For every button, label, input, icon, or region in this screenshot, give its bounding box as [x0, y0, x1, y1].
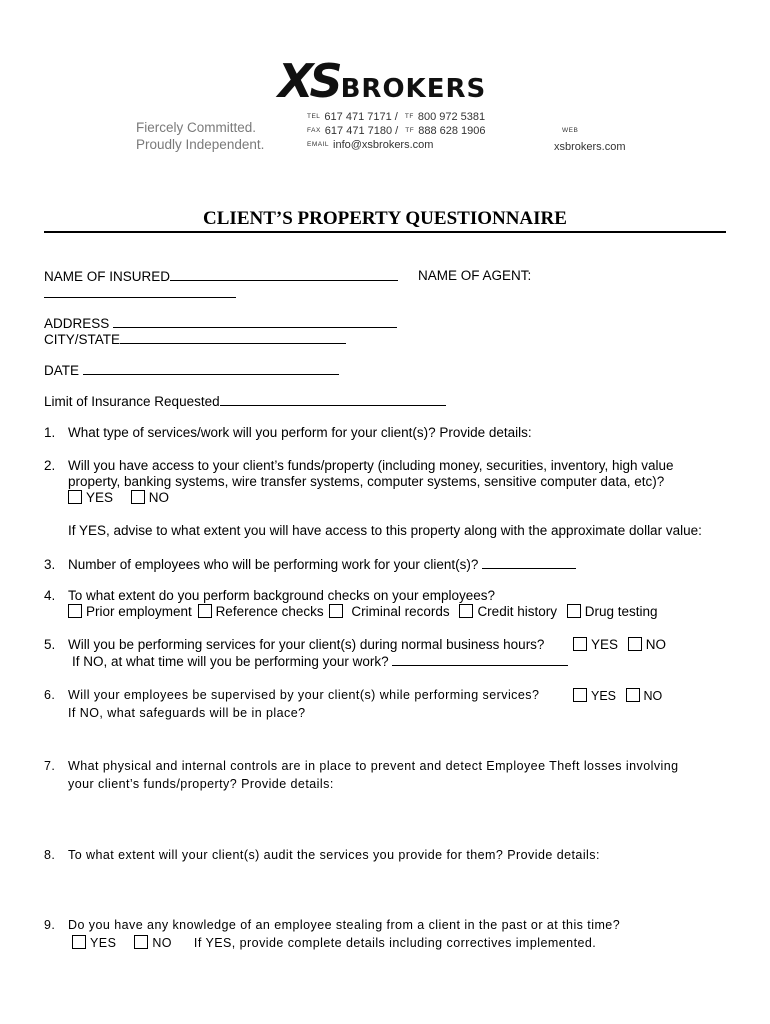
question-2-followup: If YES, advise to what extent you will have access to this property along with the approximate dollar value: — [68, 523, 702, 538]
tagline-line-2: Proudly Independent. — [136, 137, 265, 152]
question-5 — [44, 637, 544, 652]
question-6-followup: If NO, what safeguards will be in place? — [68, 706, 306, 720]
tf2-number: 888 628 1906 — [418, 125, 486, 138]
address-row — [44, 315, 397, 331]
q4-prior-employment-label: Prior employment — [86, 604, 192, 619]
limit-label: Limit of Insurance Requested — [44, 394, 220, 409]
q6-yes-checkbox[interactable] — [573, 688, 587, 702]
contact-tel-row — [307, 110, 486, 124]
question-2-text-line-1: Will you have access to your client’s funds/property (including money, securities, inventory, high value — [68, 458, 674, 473]
question-9-number: 9. — [44, 918, 56, 932]
page-title: CLIENT’S PROPERTY QUESTIONNAIRE — [203, 208, 567, 229]
name-of-agent-label: NAME OF AGENT: — [418, 268, 532, 283]
q5-yes-checkbox[interactable] — [573, 637, 587, 651]
name-of-agent-field[interactable] — [44, 285, 236, 298]
logo-brokers-wordmark: BROKERS — [340, 74, 487, 104]
date-row — [44, 362, 339, 378]
q4-reference-checks-checkbox[interactable] — [198, 604, 212, 618]
question-6 — [44, 688, 539, 702]
web-label: WEB — [562, 127, 579, 134]
question-4-number: 4. — [44, 588, 56, 603]
question-7-text-line-1: What physical and internal controls are in place to prevent and detect Employee Theft losses involving — [68, 759, 679, 773]
q5-yes-label: YES — [591, 637, 619, 652]
fax-label: FAX — [307, 127, 321, 135]
question-5-options — [573, 637, 666, 652]
question-9-text: Do you have any knowledge of an employee stealing from a client in the past or at this time? — [68, 918, 621, 932]
question-7 — [44, 759, 679, 773]
q2-yes-checkbox[interactable] — [68, 490, 82, 504]
q9-no-label: NO — [152, 936, 172, 950]
question-1-text: What type of services/work will you perform for your client(s)? Provide details: — [68, 425, 532, 440]
question-2-text-line-2: property, banking systems, wire transfer systems, computer systems, sensitive computer data, etc)? — [68, 474, 665, 489]
question-5-number: 5. — [44, 637, 56, 652]
logo-xs-mark: XS — [278, 54, 339, 108]
question-3 — [44, 556, 576, 572]
tagline-line-1: Fiercely Committed. — [136, 120, 257, 135]
q6-no-checkbox[interactable] — [626, 688, 640, 702]
question-3-field[interactable] — [482, 556, 576, 569]
date-field[interactable] — [83, 362, 339, 375]
question-4-text: To what extent do you perform background checks on your employees? — [68, 588, 495, 603]
question-2-options — [68, 490, 169, 505]
limit-row — [44, 393, 446, 409]
q4-credit-history-checkbox[interactable] — [459, 604, 473, 618]
question-7-number: 7. — [44, 759, 56, 773]
address-label: ADDRESS — [44, 316, 110, 331]
q6-no-label: NO — [643, 689, 663, 703]
q9-yes-label: YES — [90, 936, 117, 950]
city-state-label: CITY/STATE — [44, 332, 121, 347]
tel-label: TEL — [307, 113, 321, 121]
web-block — [554, 124, 626, 154]
q4-credit-history-label: Credit history — [477, 604, 557, 619]
question-3-text: Number of employees who will be performing work for your client(s)? — [68, 557, 479, 572]
contact-block — [307, 110, 486, 152]
title-divider — [44, 231, 726, 233]
question-8 — [44, 848, 600, 862]
name-of-insured-field[interactable] — [170, 268, 398, 281]
web-address: xsbrokers.com — [554, 141, 626, 153]
q6-yes-label: YES — [591, 689, 617, 703]
question-4 — [44, 588, 495, 603]
q2-no-label: NO — [148, 490, 170, 505]
q5-no-label: NO — [645, 637, 667, 652]
q9-no-checkbox[interactable] — [134, 935, 148, 949]
q4-drug-testing-label: Drug testing — [584, 604, 658, 619]
question-6-number: 6. — [44, 688, 56, 702]
q2-yes-label: YES — [86, 490, 114, 505]
limit-field[interactable] — [220, 393, 446, 406]
question-6-options — [573, 688, 662, 703]
city-state-field[interactable] — [120, 331, 346, 344]
q2-no-checkbox[interactable] — [131, 490, 145, 504]
question-4-options — [68, 604, 658, 619]
tel-number: 617 471 7171 / — [324, 111, 398, 123]
city-state-row — [44, 331, 346, 347]
question-1 — [44, 425, 532, 440]
question-2 — [44, 458, 674, 473]
q4-criminal-records-label: Criminal records — [351, 604, 450, 619]
tf-label: TF — [404, 113, 414, 121]
question-9 — [44, 918, 620, 932]
question-1-number: 1. — [44, 425, 56, 440]
question-6-text: Will your employees be supervised by your client(s) while performing services? — [68, 688, 540, 702]
name-of-insured-row — [44, 268, 398, 284]
date-label: DATE — [44, 363, 80, 378]
question-5-followup — [72, 653, 568, 669]
question-9-followup: If YES, provide complete details including correctives implemented. — [193, 936, 597, 950]
address-field[interactable] — [113, 315, 397, 328]
fax-number: 617 471 7180 / — [324, 125, 399, 138]
brand-logo — [278, 54, 486, 108]
question-5-text: Will you be performing services for your client(s) during normal business hours? — [68, 637, 545, 652]
tagline — [136, 119, 264, 153]
q4-reference-checks-label: Reference checks — [215, 604, 324, 619]
question-2-number: 2. — [44, 458, 56, 473]
question-9-options — [72, 935, 596, 950]
email-label: EMAIL — [307, 141, 330, 149]
contact-email-row — [307, 138, 486, 152]
name-of-agent-field-row — [44, 285, 236, 301]
q4-criminal-records-checkbox[interactable] — [329, 604, 343, 618]
question-5-followup-field[interactable] — [392, 653, 568, 666]
email-address: info@xsbrokers.com — [333, 139, 434, 152]
tf-number: 800 972 5381 — [417, 111, 486, 123]
q4-prior-employment-checkbox[interactable] — [68, 604, 82, 618]
question-3-number: 3. — [44, 557, 56, 572]
question-7-text-line-2: your client’s funds/property? Provide details: — [68, 777, 334, 791]
q9-yes-checkbox[interactable] — [72, 935, 86, 949]
tf2-label: TF — [405, 127, 415, 135]
contact-fax-row — [307, 124, 486, 138]
question-8-number: 8. — [44, 848, 56, 862]
q4-drug-testing-checkbox[interactable] — [567, 604, 581, 618]
question-8-text: To what extent will your client(s) audit the services you provide for them? Provide details: — [68, 848, 600, 862]
name-of-insured-label: NAME OF INSURED — [44, 269, 171, 284]
q5-no-checkbox[interactable] — [628, 637, 642, 651]
question-5-followup-text: If NO, at what time will you be performing your work? — [72, 654, 389, 669]
